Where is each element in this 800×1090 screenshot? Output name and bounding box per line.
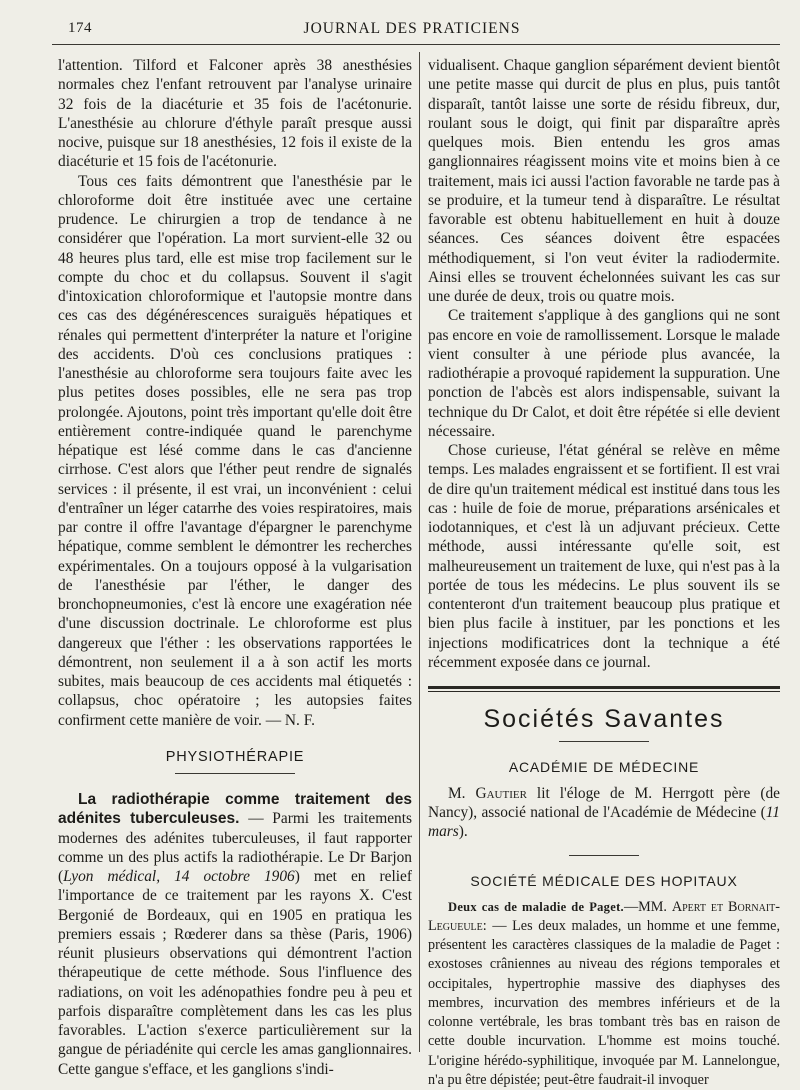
column-divider (419, 52, 420, 1052)
academie-rule (569, 855, 639, 856)
paget-authors: Apert et Bornait-Legueule (428, 899, 780, 934)
radiotherapy-article (58, 790, 412, 1079)
academie-heading: ACADÉMIE DE MÉDECINE (428, 758, 780, 777)
paget-text-a: —MM. (624, 899, 672, 915)
paget-runin: Deux cas de maladie de Paget. (448, 900, 624, 914)
radiotherapy-paragraph-2: Ce traitement s'applique à des ganglions qui ne sont pas encore en voie de ramollissement. Lorsque le malade vient consulter à une période plus avancée, la radiothérapie a provoqué rapidement la suppuration. Une ponction de l'abcès est alors indispensable, suivant la technique du Dr Calot, et doit être répétée si elle devient nécessaire. (428, 306, 780, 441)
academie-text-b: lit l'éloge de M. Herrgott père (de Nancy), associé national de l'Académie de Médecine ( (428, 785, 780, 821)
societes-rule (559, 741, 649, 742)
societe-medicale-heading: SOCIÉTÉ MÉDICALE DES HOPITAUX (428, 872, 780, 891)
header-rule (52, 44, 780, 45)
radiotherapy-paragraph-1: vidualisent. Chaque ganglion séparément devient bientôt une petite masse qui durcit de plus en plus, puis tantôt disparaît, tantôt laisse une sorte de résidu fibreux, dur, roulant sous le doigt, qui finit par disparaître après quelques mois. Bien entendu les gros amas ganglionnaires réagissent moins vite et moins bien à ce traitement, mais ici aussi l'action favorable ne tarde pas à se produire, et la tumeur tend à disparaître. Le résultat favorable est obtenu habituellement en huit à douze séances. Ces séances doivent être espacées méthodiquement, si l'on veut éviter la radiodermite. Ainsi elles se trouvent échelonnées suivant les cas sur une durée de deux, trois ou quatre mois. (428, 56, 780, 306)
section-heading-physiotherapie: PHYSIOTHÉRAPIE (58, 748, 412, 767)
academie-text-c: ). (459, 823, 468, 840)
article-text-a: — Parmi les traitements modernes des adénites tuberculeuses, il faut rapporter comme un des plus actifs la radiothérapie. Le Dr Barjon ( (58, 810, 412, 885)
academie-paragraph (428, 784, 780, 842)
journal-title: JOURNAL DES PRATICIENS (48, 20, 776, 38)
anesthesia-paragraph-2 (58, 172, 412, 730)
academie-text-a: M. (448, 785, 476, 802)
article-title: La radiothérapie comme traitement des adénites tuberculeuses. (58, 791, 412, 827)
author-signature: — N. F. (262, 712, 315, 729)
page-number: 174 (68, 20, 92, 37)
academie-date: 11 mars (428, 804, 780, 840)
article-citation: Lyon médical, 14 octobre 1906 (63, 868, 295, 885)
anesthesia-paragraph-1: l'attention. Tilford et Falconer après 38 anesthésies normales chez l'enfant retrouvent par l'analyse urinaire 32 fois de la diacéturie et 35 fois de l'acétonurie. L'anesthésie au chlorure d'éthyle paraît presque aussi nocive, puisque sur 18 anesthésies, 12 fois il existe de la diacéturie et 15 fois de l'acétonurie. (58, 56, 412, 172)
article-text-b: ) met en relief l'importance de ce traitement par les rayons X. C'est Bergonié de Bordeaux, qui en 1905 en pratiqua les premiers essais ; Rœderer dans sa thèse (Paris, 1906) réunit plusieurs observations qui démontrent l'action thérapeutique de cette méthode. Sous l'influence des radiations, on voit les adénopathies fondre peu à peu et parfois disparaître complètement dans les cas les plus favorables. L'action s'exerce particulièrement sur la gangue de périadénite qui cercle les amas ganglionnaires. Cette gangue s'efface, et les ganglions s'indi- (58, 868, 412, 1078)
running-header (48, 20, 776, 44)
double-rule (428, 686, 780, 692)
section-rule (175, 773, 295, 774)
societes-savantes-title: Sociétés Savantes (428, 710, 780, 729)
academie-name: Gautier (476, 785, 527, 802)
right-column (428, 56, 780, 1090)
paget-paragraph (428, 898, 780, 1090)
anesthesia-paragraph-2-text: Tous ces faits démontrent que l'anesthésie par le chloroforme doit être instituée avec une certaine prudence. Le chirurgien a trop de tendance à ne considérer que l'opération. La mort survient-elle 32 ou 48 heures plus tard, elle est mise trop facilement sur le compte du choc et du collapsus. Souvent il s'agit d'intoxication chloroformique et l'autopsie montre dans ces cas des dégénérescences suraiguës hépatiques et rénales qui permettent d'interpréter la nature et l'origine des accidents. D'où ces conclusions pratiques : l'anesthésie au chloroforme sera toujours faite avec les plus petites doses possibles, elle ne sera pas trop prolongée. Ajoutons, point très important qu'elle doit être entièrement contre-indiquée quand le parenchyme hépatique est lésé comme dans le cas d'ancienne cirrhose. C'est alors que l'éther peut rendre de signalés services : il présente, il est vrai, un inconvénient : celui d'entraîner un léger catarrhe des voies respiratoires, mais par contre il offre l'avantage d'épargner le parenchyme hépatique, comme semblent le démontrer les recherches expérimentales. On a toujours opposé à la vulgarisation de l'anesthésie par l'éther, le danger des bronchopneumonies, c'est là encore une exagération née d'une discussion doctrinale. Le chloroforme est plus dangereux que l'éther : les observations rapportées le démontrent, non seulement il a à son actif les morts subites, mais beaucoup de ces accidents mal étiquetés : collapsus, choc opératoire ; les autopsies faites confirment cette manière de voir. (58, 173, 412, 729)
radiotherapy-paragraph-3: Chose curieuse, l'état général se relève en même temps. Les malades engraissent et se fortifient. Il est vrai de dire qu'un traitement médical est institué dans tous les cas : huile de foie de morue, préparations arsénicales et iodotanniques, et c'est là un adjuvant précieux. Cette méthode, aussi intéressante qu'elle soit, est malheureusement un traitement de luxe, qui n'est pas à la portée de tous les médecins. Le plus souvent ils se contenteront d'un traitement beaucoup plus pratique et bien plus facile à instituer, par les ponctions et les injections modificatrices dont la technique a été récemment exposée dans ce journal. (428, 441, 780, 672)
paget-text-b: : — Les deux malades, un homme et une femme, présentent les caractères classiques de la maladie de Paget : exostoses crâniennes au niveau des régions temporales et occipitales, hypertrophie massive des diaphyses des membres, incurvation des membres inférieurs et de la colonne vertébrale, les bras tombant très bas en raison de cette double incurvation. L'homme est moins touché. L'origine hérédo-syphilitique, invoquée par M. Lannelongue, n'a pu être dépistée; peut-être faudrait-il invoquer (428, 918, 780, 1088)
left-column (58, 56, 412, 1079)
